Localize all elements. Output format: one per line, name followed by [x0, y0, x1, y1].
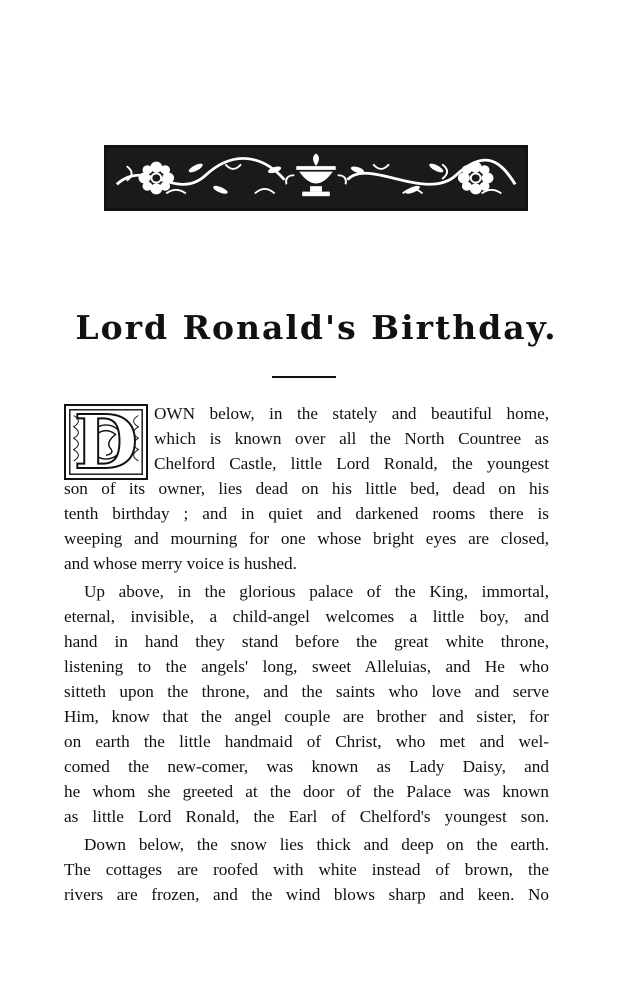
text-line: son of its owner, lies dead on his little bed, dead on his [64, 479, 549, 498]
text-line: on earth the little handmaid of Christ, who met and wel- [64, 732, 549, 751]
text-line: as little Lord Ronald, the Earl of Chelford's youngest son. [64, 807, 549, 826]
text-line: Up above, in the glorious palace of the King, immortal, [84, 582, 549, 601]
drop-cap [64, 400, 148, 486]
text-line: he whom she greeted at the door of the Palace was known [64, 782, 549, 801]
text-line: weeping and mourning for one whose bright eyes are closed, [64, 529, 549, 548]
ornament-illustration [107, 148, 525, 208]
chapter-title: Lord Ronald's Birthday. [75, 308, 558, 347]
title-rule [272, 376, 336, 378]
text-line: tenth birthday ; and in quiet and darkened rooms there is [64, 504, 549, 523]
text-line: OWN below, in the stately and beautiful home, [154, 404, 549, 423]
text-line: which is known over all the North Countree as [154, 429, 549, 448]
text-line: Him, know that the angel couple are brother and sister, for [64, 707, 549, 726]
text-line: Down below, the snow lies thick and deep on the earth. [84, 835, 549, 854]
drop-cap-letter: D [73, 400, 139, 486]
text-line: comed the new-comer, was known as Lady Daisy, and [64, 757, 549, 776]
text-line: listening to the angels' long, sweet Alleluias, and He who [64, 657, 549, 676]
text-line: The cottages are roofed with white instead of brown, the [64, 860, 549, 879]
text-line: hand in hand they stand before the great white throne, [64, 632, 549, 651]
ornamental-headpiece [104, 145, 528, 211]
text-line: rivers are frozen, and the wind blows sharp and keen. No [64, 885, 549, 904]
text-line: sitteth upon the throne, and the saints who love and serve [64, 682, 549, 701]
text-line: eternal, invisible, a child-angel welcomes a little boy, and [64, 607, 549, 626]
text-line: Chelford Castle, little Lord Ronald, the youngest [154, 454, 549, 473]
text-line: and whose merry voice is hushed. [64, 554, 297, 573]
